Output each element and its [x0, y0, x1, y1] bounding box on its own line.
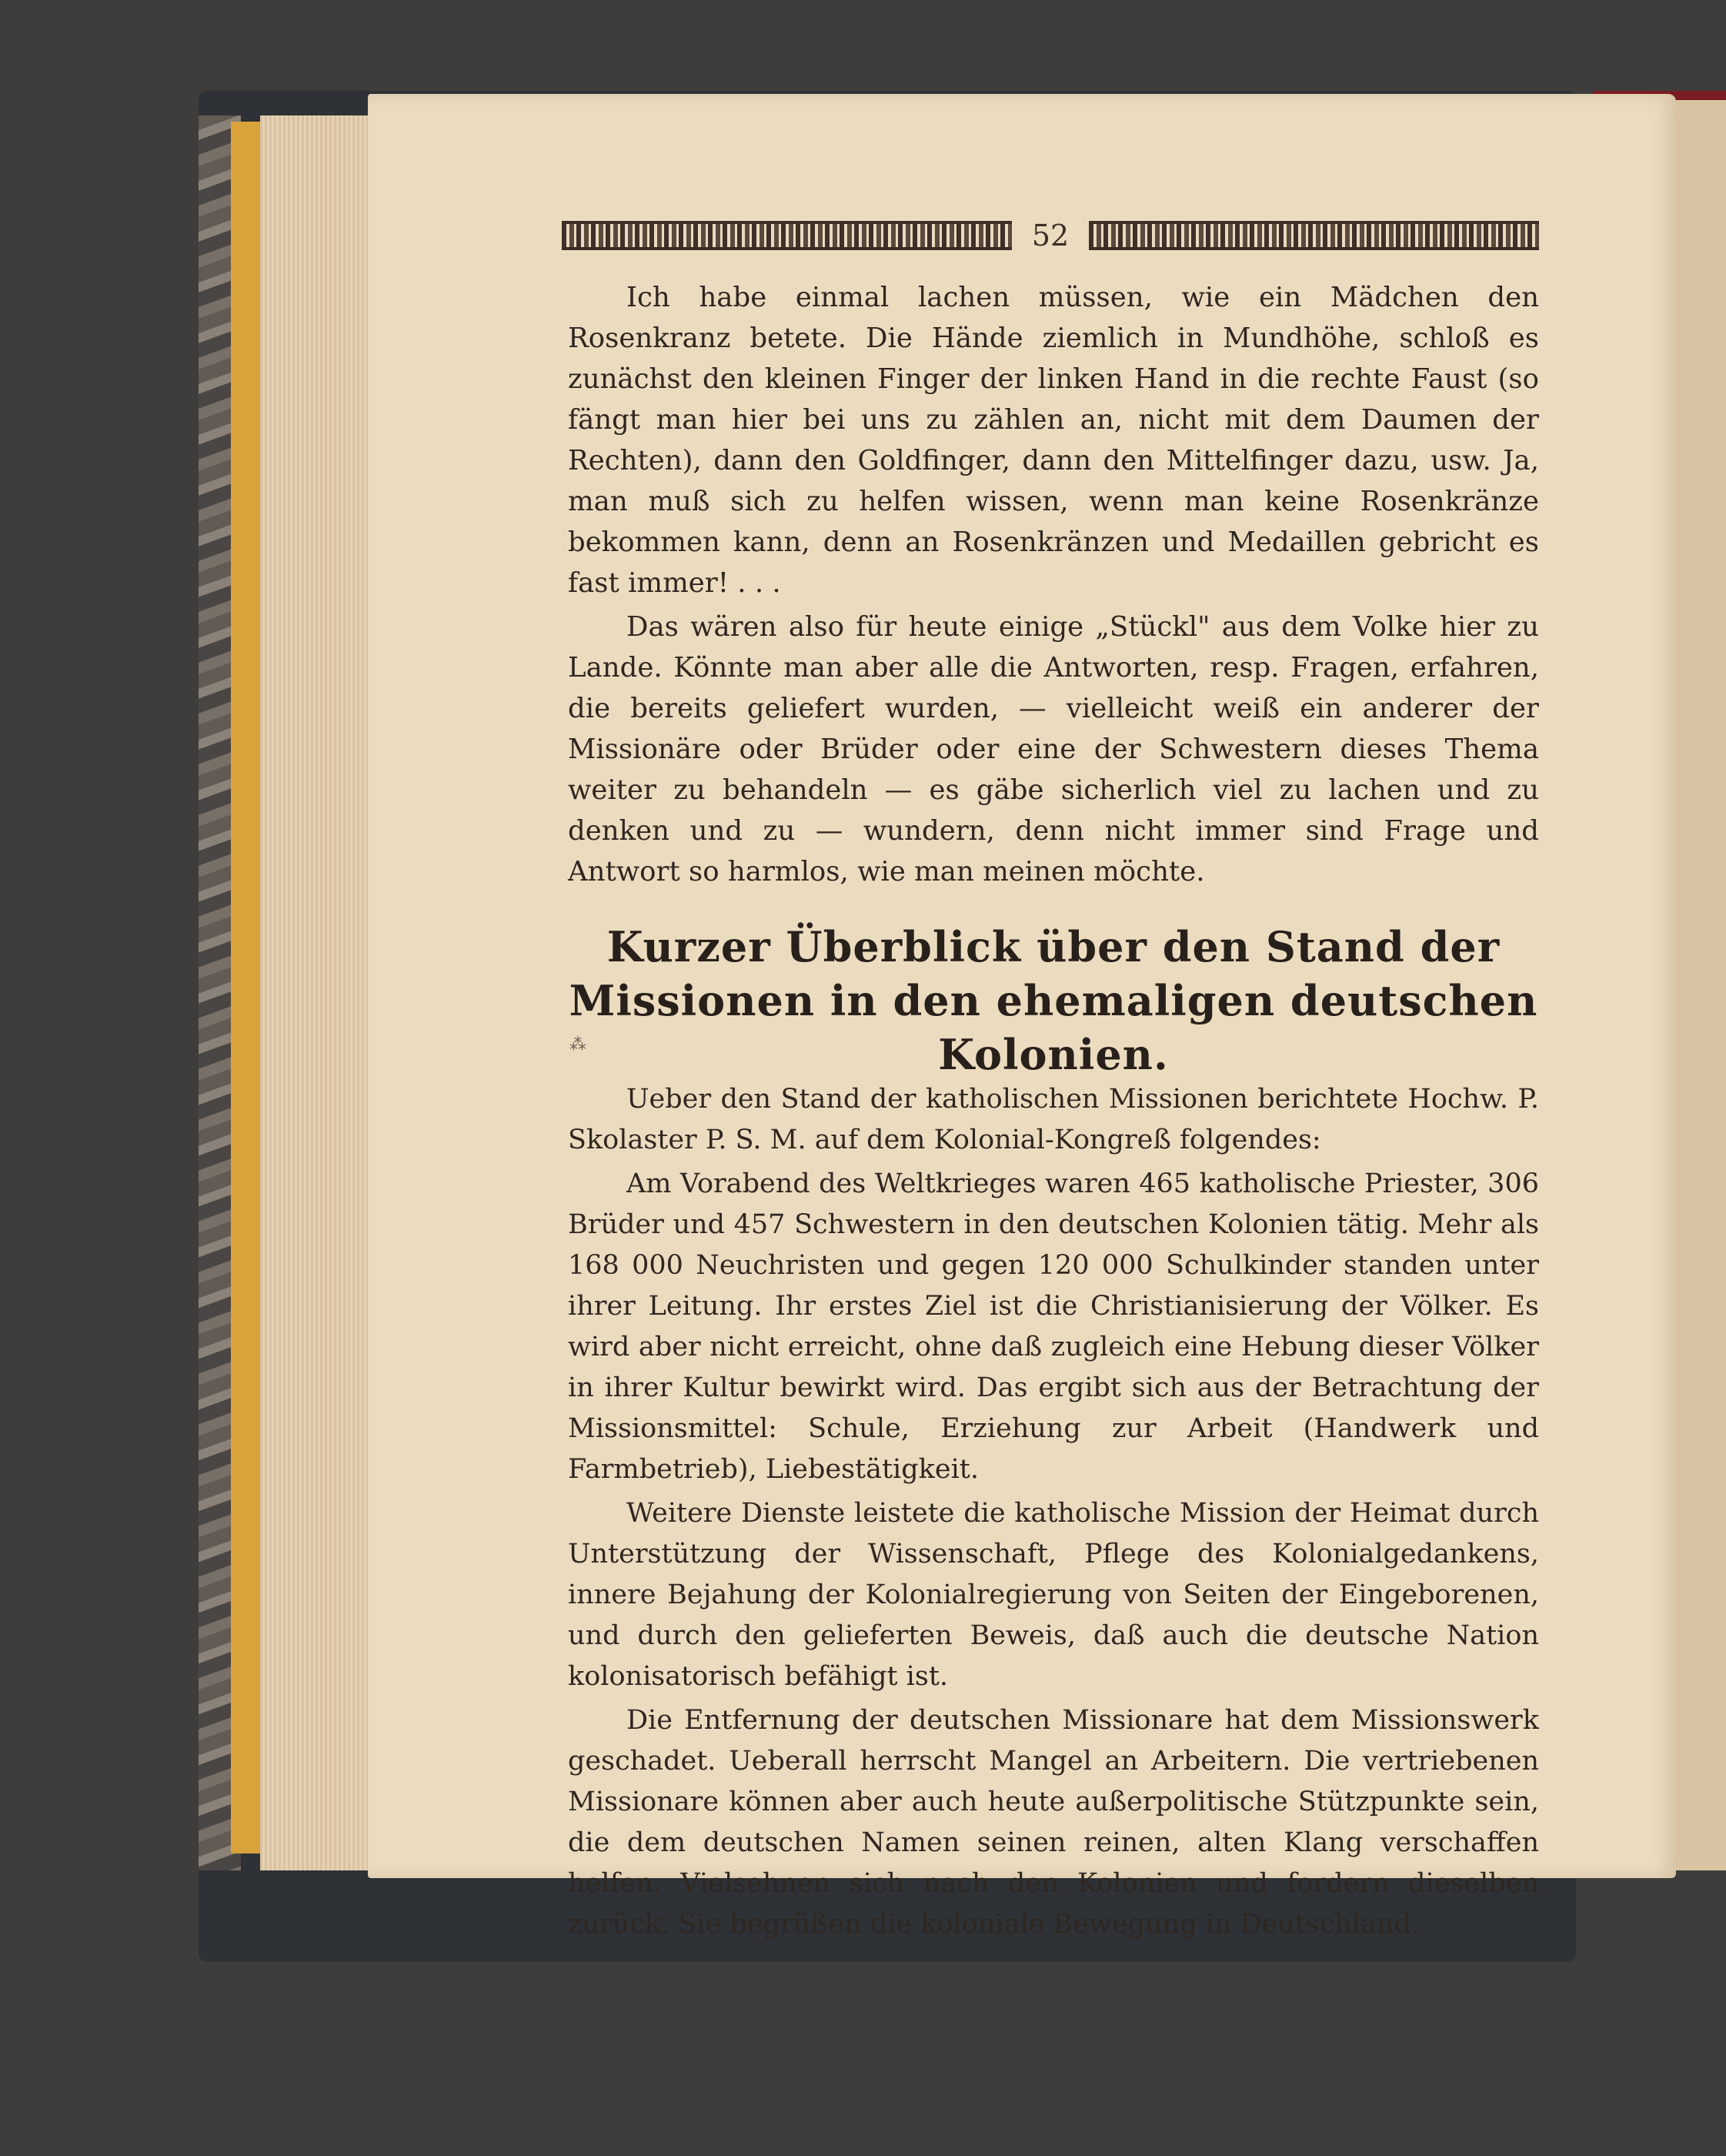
gilded-page-edge [231, 122, 262, 1853]
paragraph: Die Entfernung der deutschen Missionare hat dem Missionswerk geschadet. Ueberall herrscht Mangel an Arbeitern. Die vertriebenen Missionare können aber auch heute außerpolitische Stützpunkte sein, die dem deutschen Namen seinen reinen, alten Klang verschaffen helfen. Vielsehnen sich nach den Kolonien und fordern dieselben zurück. Sie begrüßen die koloniale Bewegung in Deutschland. [568, 1705, 1539, 1940]
header-ornament-right [1089, 221, 1539, 250]
text-section-1 [568, 277, 1539, 895]
header-ornament-left [562, 221, 1012, 250]
section-title: Kurzer Überblick über den Stand der Missionen in den ehemaligen deutschen Kolonien. [569, 922, 1538, 1079]
printing-speck: ⁂ [569, 1035, 586, 1055]
page-number: 52 [1031, 219, 1070, 252]
page-stack [260, 115, 376, 1870]
page-header [562, 217, 1539, 254]
paragraph: Am Vorabend des Weltkrieges waren 465 katholische Priester, 306 Brüder und 457 Schwestern in den deutschen Kolonien tätig. Mehr als 168 000 Neuchristen und gegen 120 000 Schulkinder standen unter ihrer Leitung. Ihr erstes Ziel ist die Christianisierung der Völker. Es wird aber nicht erreicht, ohne daß zugleich eine Hebung dieser Völker in ihrer Kultur bewirkt wird. Das ergibt sich aus der Betrachtung der Missionsmittel: Schule, Erziehung zur Arbeit (Handwerk und Farmbetrieb), Liebestätigkeit. [568, 1168, 1539, 1485]
text-section-2 [568, 1079, 1539, 1948]
paragraph: Ueber den Stand der katholischen Missionen berichtete Hochw. P. Skolaster P. S. M. auf dem Kolonial-Kongreß folgendes: [568, 1084, 1539, 1155]
paragraph: Ich habe einmal lachen müssen, wie ein Mädchen den Rosenkranz betete. Die Hände ziemlich in Mundhöhe, schloß es zunächst den kleinen Finger der linken Hand in die rechte Faust (so fängt man hier bei uns zu zählen an, nicht mit dem Daumen der Rechten), dann den Goldfinger, dann den Mittelfinger dazu, usw. Ja, man muß sich zu helfen wissen, wenn man keine Rosenkränze bekommen kann, denn an Rosenkränzen und Medaillen gebricht es fast immer! . . . [568, 282, 1539, 599]
paragraph: Das wären also für heute einige „Stückl" aus dem Volke hier zu Lande. Könnte man aber alle die Antworten, resp. Fragen, erfahren, die bereits geliefert wurden, — vielleicht weiß ein anderer der Missionäre oder Brüder oder eine der Schwestern dieses Thema weiter zu behandeln — es gäbe sicherlich viel zu lachen und zu denken und zu — wundern, denn nicht immer sind Frage und Antwort so harmlos, wie man meinen möchte. [568, 611, 1539, 887]
next-page-edge [1676, 100, 1726, 1870]
paragraph: Weitere Dienste leistete die katholische Mission der Heimat durch Unterstützung der Wissenschaft, Pflege des Kolonialgedankens, innere Bejahung der Kolonialregierung von Seiten der Eingeborenen, und durch den gelieferten Beweis, daß auch die deutsche Nation kolonisatorisch befähigt ist. [568, 1498, 1539, 1692]
